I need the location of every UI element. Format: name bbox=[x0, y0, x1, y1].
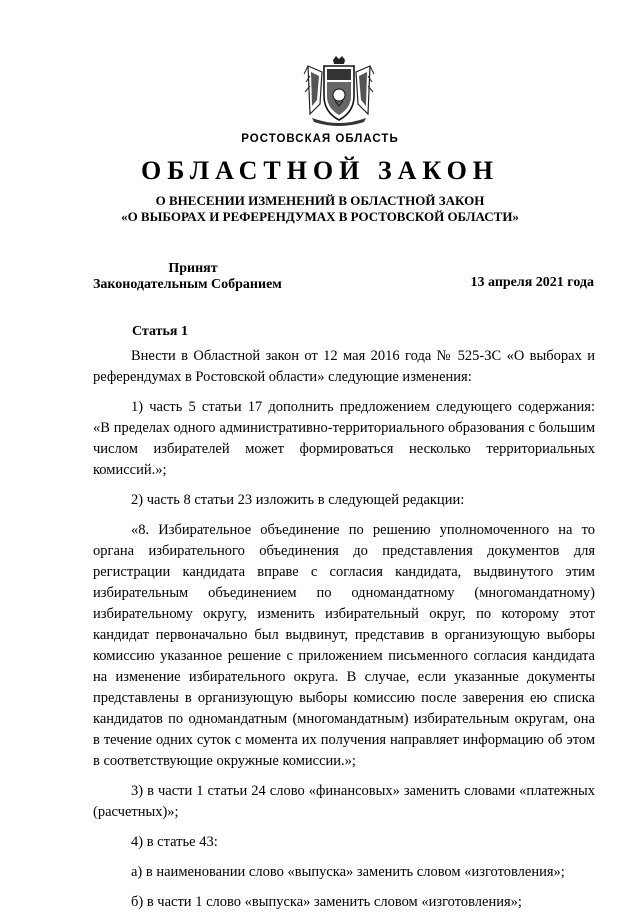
paragraph-item-2-text: «8. Избирательное объединение по решению уполномоченного на то органа избирательного объединения до представления документов для регистрации кандидата вправе с согласия кандидата, выдвинутого этим избирательным объединением по одномандатному (многомандатному) избирательному округу, изменить избирательный округ, по которому этот кандидат первоначально был выдвинут, представив в организующую выборы комиссию указанное решение с приложением письменного согласия кандидата на изменение избирательного округа. В случае, если указанные документы представлены в организующую выборы комиссию после заверения ею списка кандидатов по одномандатным (многомандатным) избирательным округам, она в течение одних суток с момента их получения направляет информацию об этом в соответствующие окружные комиссии.»; bbox=[93, 522, 595, 769]
law-subtitle-line-1: О ВНЕСЕНИИ ИЗМЕНЕНИЙ В ОБЛАСТНОЙ ЗАКОН bbox=[155, 193, 485, 208]
law-title: ОБЛАСТНОЙ ЗАКОН bbox=[140, 156, 500, 185]
coat-of-arms-icon bbox=[302, 56, 376, 128]
law-subtitle-line-2: «О ВЫБОРАХ И РЕФЕРЕНДУМАХ В РОСТОВСКОЙ ОБЛАСТИ» bbox=[121, 209, 519, 224]
adopted-label: Принят bbox=[168, 261, 218, 276]
adopted-by: Законодательным Собранием bbox=[93, 277, 282, 292]
paragraph-item-3: 3) в части 1 статьи 24 слово «финансовых» заменить словами «платежных (расчетных)»; bbox=[93, 783, 595, 820]
paragraph-item-1: 1) часть 5 статьи 17 дополнить предложением следующего содержания: «В пределах одного административно-территориального образования с большим числом избирателей может формироваться несколько территориальных комиссий.»; bbox=[93, 399, 595, 478]
paragraph-item-4: 4) в статье 43: bbox=[131, 834, 218, 850]
article-body bbox=[93, 346, 595, 913]
paragraph-intro: Внести в Областной закон от 12 мая 2016 года № 525-ЗС «О выборах и референдумах в Ростовской области» следующие изменения: bbox=[93, 348, 595, 385]
adoption-block bbox=[93, 261, 293, 293]
paragraph-item-4a: а) в наименовании слово «выпуска» заменить словом «изготовления»; bbox=[131, 864, 565, 880]
article-heading: Статья 1 bbox=[132, 324, 188, 339]
paragraph-item-2: 2) часть 8 статьи 23 изложить в следующей редакции: bbox=[131, 492, 465, 508]
paragraph-item-4b: б) в части 1 слово «выпуска» заменить словом «изготовления»; bbox=[131, 894, 522, 910]
region-name: РОСТОВСКАЯ ОБЛАСТЬ bbox=[241, 133, 399, 145]
adoption-date: 13 апреля 2021 года bbox=[470, 275, 594, 290]
